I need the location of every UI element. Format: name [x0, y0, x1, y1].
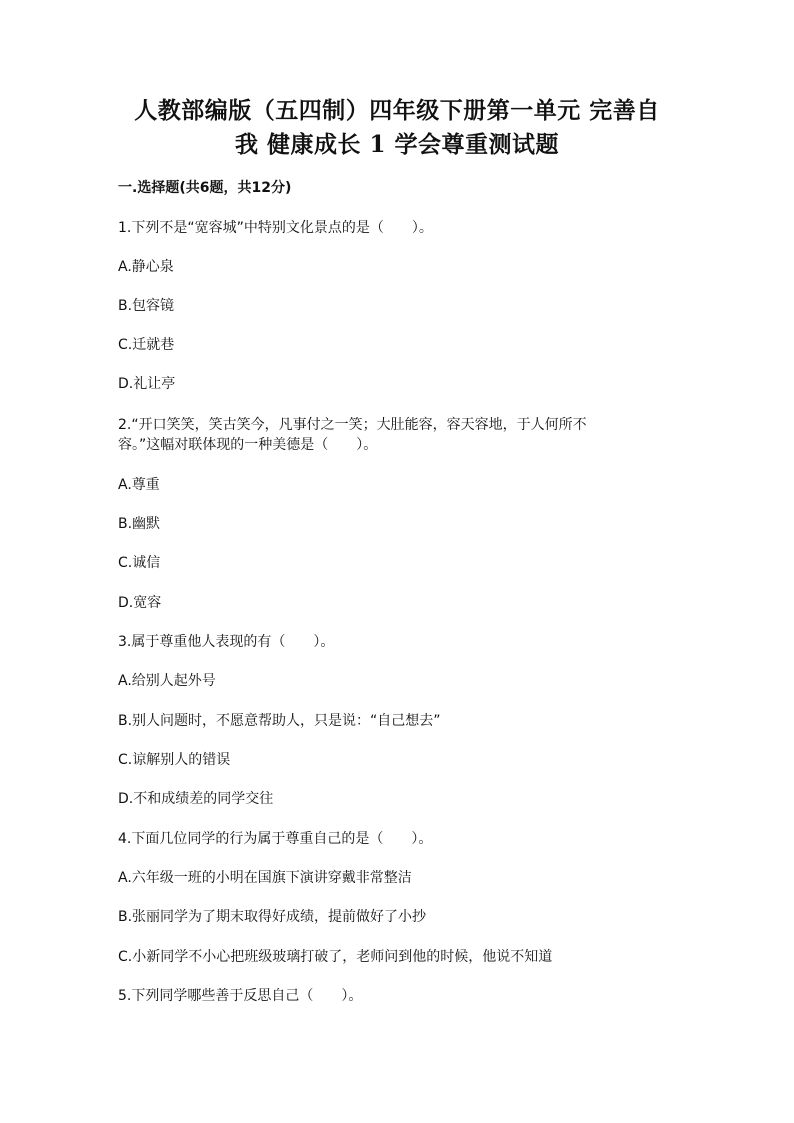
- question-4-option-c: C.小新同学不小心把班级玻璃打破了，老师问到他的时候，他说不知道: [118, 949, 553, 965]
- question-2-stem-line-2: 容。”这幅对联体现的一种美德是（ ）。: [118, 437, 378, 453]
- question-2-option-c: C.诚信: [118, 555, 161, 571]
- question-4-option-b: B.张丽同学为了期末取得好成绩，提前做好了小抄: [118, 909, 427, 925]
- title-line-2: 我 健康成长 1 学会尊重测试题: [234, 131, 560, 158]
- question-2-option-d: D.宽容: [118, 595, 162, 611]
- title-line-1: 人教部编版（五四制）四年级下册第一单元 完善自: [134, 97, 660, 124]
- document-title: [100, 94, 694, 162]
- question-2-option-b: B.幽默: [118, 516, 161, 532]
- question-5-stem: 5.下列同学哪些善于反思自己（ ）。: [118, 988, 363, 1004]
- question-4-option-a: A.六年级一班的小明在国旗下演讲穿戴非常整洁: [118, 870, 412, 886]
- section-heading: 一.选择题(共6题，共12分): [118, 180, 292, 196]
- question-3-stem: 3.属于尊重他人表现的有（ ）。: [118, 634, 335, 650]
- question-3-option-a: A.给别人起外号: [118, 673, 216, 689]
- question-1-stem: 1.下列不是“宽容城”中特别文化景点的是（ ）。: [118, 220, 433, 236]
- question-1-option-c: C.迁就巷: [118, 337, 175, 353]
- question-2-stem-line-1: 2.“开口笑笑，笑古笑今，凡事付之一笑；大肚能容，容天容地，于人何所不: [118, 417, 587, 433]
- question-2-option-a: A.尊重: [118, 477, 160, 493]
- question-1-option-b: B.包容镜: [118, 298, 175, 314]
- question-3-option-b: B.别人问题时，不愿意帮助人，只是说：“自己想去”: [118, 713, 441, 729]
- question-1-option-a: A.静心泉: [118, 259, 174, 275]
- question-3-option-d: D.不和成绩差的同学交往: [118, 791, 274, 807]
- question-3-option-c: C.谅解别人的错误: [118, 752, 231, 768]
- question-1-option-d: D.礼让亭: [118, 376, 176, 392]
- question-4-stem: 4.下面几位同学的行为属于尊重自己的是（ ）。: [118, 831, 433, 847]
